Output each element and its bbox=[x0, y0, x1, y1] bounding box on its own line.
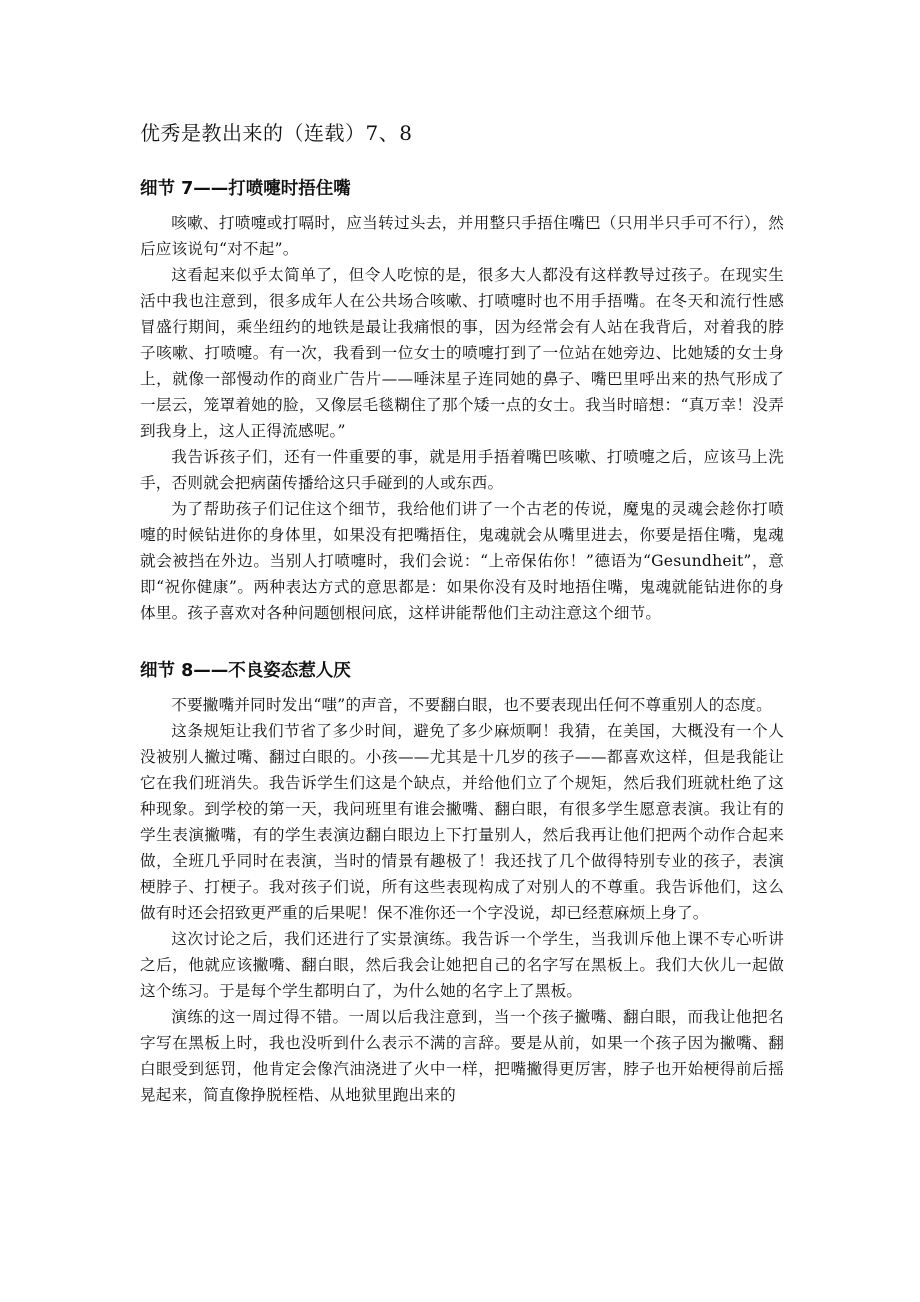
paragraph: 我告诉孩子们，还有一件重要的事，就是用手捂着嘴巴咳嗽、打喷嚏之后，应该马上洗手，否则就会把病菌传播给这只手碰到的人或东西。 bbox=[140, 448, 784, 492]
paragraph: 咳嗽、打喷嚏或打嗝时，应当转过头去，并用整只手捂住嘴巴（只用半只手可不行），然后应该说句“对不起”。 bbox=[140, 214, 784, 258]
paragraph: 为了帮助孩子们记住这个细节，我给他们讲了一个古老的传说，魔鬼的灵魂会趁你打喷嚏的时候钻进你的身体里，如果没有把嘴捂住，鬼魂就会从嘴里进去，你要是捂住嘴，鬼魂就会被挡在外边。当别人打喷嚏时，我们会说：“上帝保佑你！”德语为“Gesundheit”，意即“祝你健康”。两种表达方式的意思都是：如果你没有及时地捂住嘴，鬼魂就能钻进你的身体里。孩子喜欢对各种问题刨根问底，这样讲能帮他们主动注意这个细节。 bbox=[140, 500, 784, 622]
paragraph: 演练的这一周过得不错。一周以后我注意到，当一个孩子撇嘴、翻白眼，而我让他把名字写在黑板上时，我也没听到什么表示不满的言辞。要是从前，如果一个孩子因为撇嘴、翻白眼受到惩罚，他肯定会像汽油浇进了火中一样，把嘴撇得更厉害，脖子也开始梗得前后摇晃起来，简直像挣脱桎梏、从地狱里跑出来的 bbox=[140, 1008, 784, 1104]
section-heading: 细节 8——不良姿态惹人厌 bbox=[140, 661, 351, 681]
paragraph: 这条规矩让我们节省了多少时间，避免了多少麻烦啊！我猜，在美国，大概没有一个人没被别人撇过嘴、翻过白眼的。小孩——尤其是十几岁的孩子——都喜欢这样，但是我能让它在我们班消失。我告诉学生们这是个缺点，并给他们立了个规矩，然后我们班就杜绝了这种现象。到学校的第一天，我问班里有谁会撇嘴、翻白眼，有很多学生愿意表演。我让有的学生表演撇嘴，有的学生表演边翻白眼边上下打量别人，然后我再让他们把两个动作合起来做，全班几乎同时在表演，当时的情景有趣极了！我还找了几个做得特别专业的孩子，表演梗脖子、打梗子。我对孩子们说，所有这些表现构成了对别人的不尊重。我告诉他们，这么做有时还会招致更严重的后果呢！保不准你还一个字没说，却已经惹麻烦上身了。 bbox=[140, 722, 784, 922]
section-detail-8 bbox=[140, 656, 784, 1108]
section-detail-7 bbox=[140, 174, 784, 626]
paragraph: 这看起来似乎太简单了，但令人吃惊的是，很多大人都没有这样教导过孩子。在现实生活中我也注意到，很多成年人在公共场合咳嗽、打喷嚏时也不用手捂嘴。在冬天和流行性感冒盛行期间，乘坐纽约的地铁是最让我痛恨的事，因为经常会有人站在我背后，对着我的脖子咳嗽、打喷嚏。有一次，我看到一位女士的喷嚏打到了一位站在她旁边、比她矮的女士身上，就像一部慢动作的商业广告片——唾沫星子连同她的鼻子、嘴巴里呼出来的热气形成了一层云，笼罩着她的脸，又像层毛毯糊住了那个矮一点的女士。我当时暗想：“真万幸！没弄到我身上，这人正得流感呢。” bbox=[140, 266, 784, 440]
section-heading: 细节 7——打喷嚏时捂住嘴 bbox=[140, 179, 351, 199]
paragraph: 不要撇嘴并同时发出“嗤”的声音，不要翻白眼，也不要表现出任何不尊重别人的态度。 bbox=[171, 696, 772, 714]
document-title: 优秀是教出来的（连载）7、8 bbox=[140, 121, 413, 145]
paragraph: 这次讨论之后，我们还进行了实景演练。我告诉一个学生，当我训斥他上课不专心听讲之后，他就应该撇嘴、翻白眼，然后我会让她把自己的名字写在黑板上。我们大伙儿一起做这个练习。于是每个学生都明白了，为什么她的名字上了黑板。 bbox=[140, 930, 784, 1000]
document-page bbox=[140, 118, 784, 1108]
